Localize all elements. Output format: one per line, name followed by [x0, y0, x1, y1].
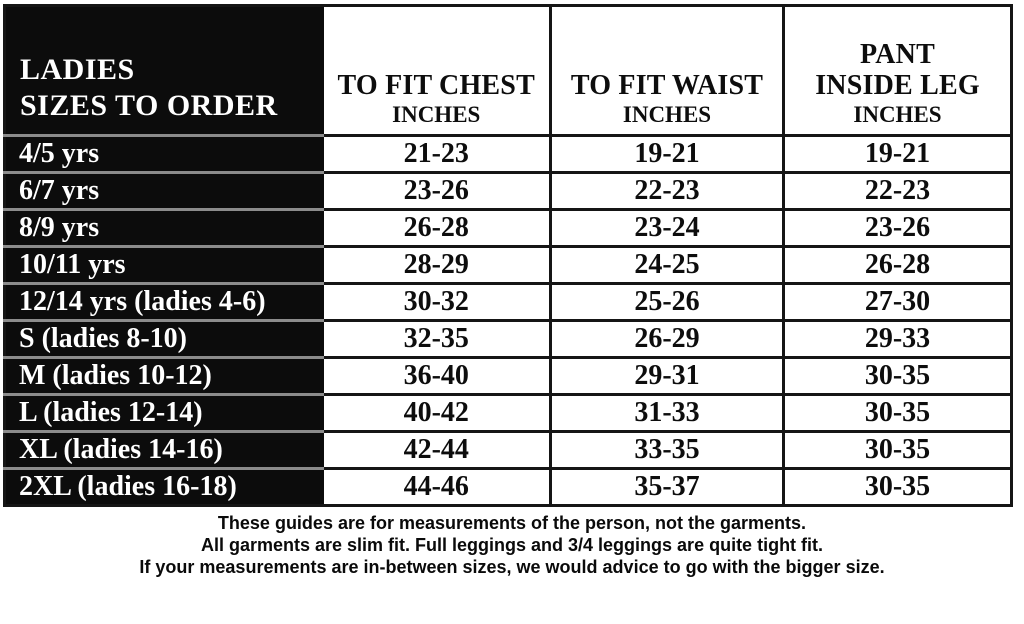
size-label-cell: XL (ladies 14-16) — [5, 432, 324, 469]
pant-value-cell: 23-26 — [784, 210, 1012, 247]
footer-notes — [0, 512, 1024, 578]
table-row — [5, 247, 1012, 284]
waist-value-cell: 19-21 — [551, 136, 784, 173]
size-label-cell: L (ladies 12-14) — [5, 395, 324, 432]
pant-value-cell: 30-35 — [784, 358, 1012, 395]
chest-value-cell: 30-32 — [324, 284, 551, 321]
column-header-waist — [551, 6, 784, 136]
waist-value-cell: 24-25 — [551, 247, 784, 284]
size-label-cell: 4/5 yrs — [5, 136, 324, 173]
waist-value-cell: 25-26 — [551, 284, 784, 321]
chest-value-cell: 32-35 — [324, 321, 551, 358]
column-header-chest — [324, 6, 551, 136]
table-row — [5, 432, 1012, 469]
waist-value-cell: 33-35 — [551, 432, 784, 469]
chest-value-cell: 28-29 — [324, 247, 551, 284]
table-row — [5, 321, 1012, 358]
table-row — [5, 395, 1012, 432]
chest-value-cell: 23-26 — [324, 173, 551, 210]
waist-value-cell: 29-31 — [551, 358, 784, 395]
table-row — [5, 469, 1012, 506]
footer-note-line2: All garments are slim fit. Full leggings and 3/4 leggings are quite tight fit. — [200, 535, 824, 555]
footer-note-line3: If your measurements are in-between sizes, we would advice to go with the bigger size. — [139, 557, 885, 577]
pant-value-cell: 30-35 — [784, 395, 1012, 432]
table-row — [5, 358, 1012, 395]
size-label-cell: 2XL (ladies 16-18) — [5, 469, 324, 506]
corner-header-line1: LADIES — [20, 53, 135, 86]
waist-value-cell: 35-37 — [551, 469, 784, 506]
header-row — [5, 6, 1012, 136]
waist-value-cell: 22-23 — [551, 173, 784, 210]
waist-value-cell: 23-24 — [551, 210, 784, 247]
size-guide-page — [0, 4, 1024, 624]
chest-value-cell: 26-28 — [324, 210, 551, 247]
size-label-cell: 6/7 yrs — [5, 173, 324, 210]
chest-header-title: TO FIT CHEST — [337, 70, 535, 101]
footer-note-line1: These guides are for measurements of the person, not the garments. — [217, 513, 807, 533]
pant-value-cell: 29-33 — [784, 321, 1012, 358]
ladies-size-chart-table — [3, 4, 1013, 507]
pant-value-cell: 22-23 — [784, 173, 1012, 210]
size-label-cell: 8/9 yrs — [5, 210, 324, 247]
pant-header-unit: INCHES — [853, 102, 942, 127]
pant-value-cell: 30-35 — [784, 432, 1012, 469]
pant-value-cell: 30-35 — [784, 469, 1012, 506]
waist-header-unit: INCHES — [622, 102, 712, 127]
table-row — [5, 210, 1012, 247]
chest-header-unit: INCHES — [392, 102, 481, 127]
waist-value-cell: 31-33 — [551, 395, 784, 432]
chest-value-cell: 40-42 — [324, 395, 551, 432]
waist-header-title: TO FIT WAIST — [570, 70, 764, 101]
chest-value-cell: 42-44 — [324, 432, 551, 469]
corner-header-cell — [5, 6, 324, 136]
column-header-pant — [784, 6, 1012, 136]
chest-value-cell: 44-46 — [324, 469, 551, 506]
chest-value-cell: 36-40 — [324, 358, 551, 395]
table-row — [5, 284, 1012, 321]
size-label-cell: 12/14 yrs (ladies 4-6) — [5, 284, 324, 321]
pant-header-title-line1: PANT — [860, 39, 935, 70]
waist-value-cell: 26-29 — [551, 321, 784, 358]
corner-header-line2: SIZES TO ORDER — [20, 89, 278, 122]
pant-value-cell: 26-28 — [784, 247, 1012, 284]
size-label-cell: S (ladies 8-10) — [5, 321, 324, 358]
table-row — [5, 173, 1012, 210]
size-label-cell: 10/11 yrs — [5, 247, 324, 284]
chest-value-cell: 21-23 — [324, 136, 551, 173]
size-label-cell: M (ladies 10-12) — [5, 358, 324, 395]
pant-value-cell: 19-21 — [784, 136, 1012, 173]
table-row — [5, 136, 1012, 173]
pant-value-cell: 27-30 — [784, 284, 1012, 321]
pant-header-title-line2: INSIDE LEG — [815, 70, 980, 101]
